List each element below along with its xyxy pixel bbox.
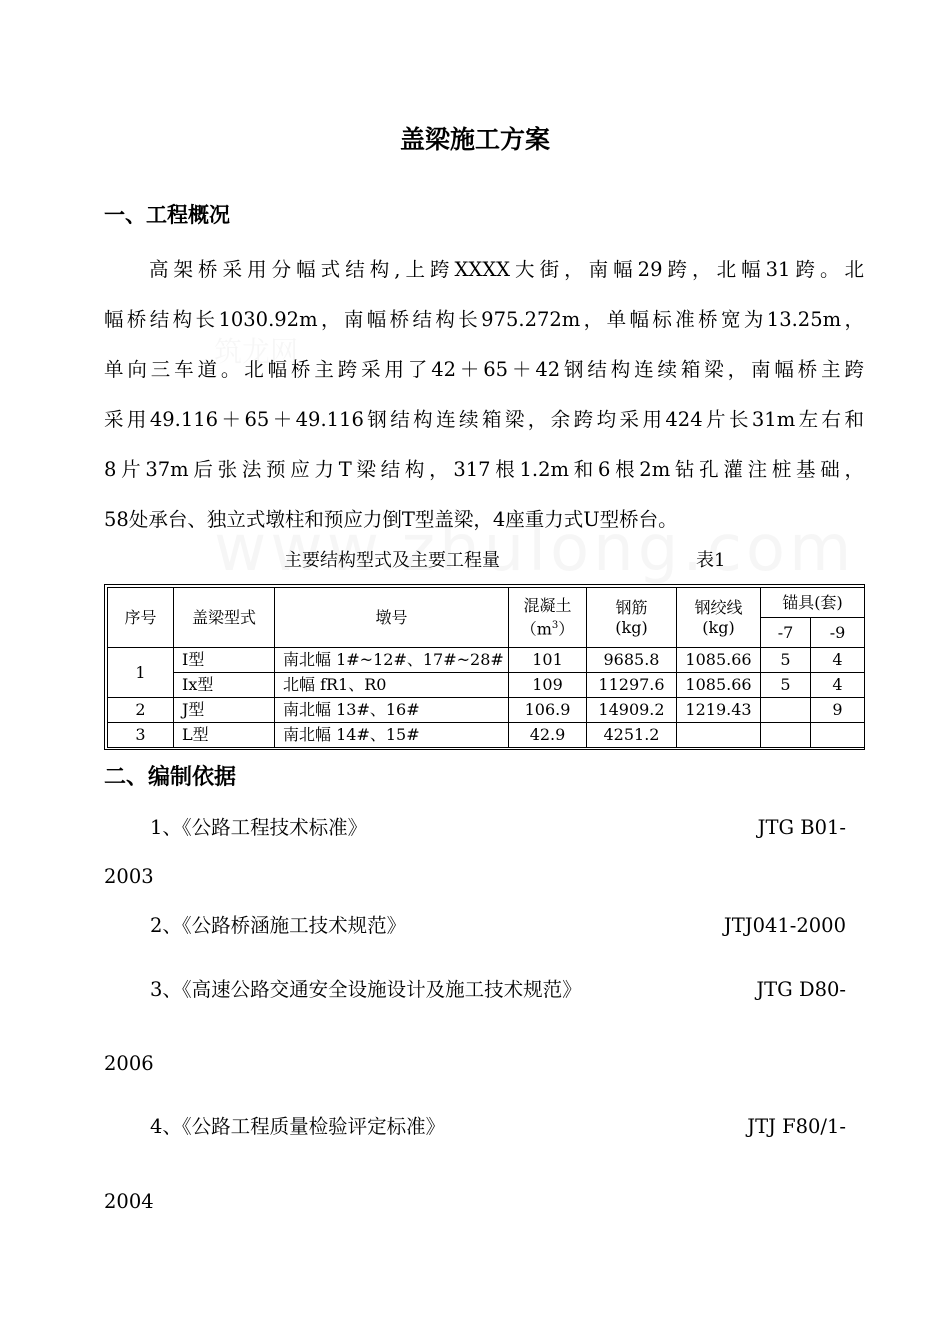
cell-concrete: 42.9 [509,723,587,748]
table-number: 表1 [696,550,726,571]
header-anchor: 锚具(套) [761,588,865,618]
paragraph-line: 幅桥结构长1030.92m，南幅桥结构长975.272m，单幅标准桥宽为13.25m， [104,308,864,331]
cell-anchor-7 [761,698,811,723]
paragraph-line: 58处承台、独立式墩柱和预应力倒T型盖梁，4座重力式U型桥台。 [104,508,678,531]
header-strand-label: 钢绞线 [694,597,743,617]
cell-strand [677,723,761,748]
cell-concrete: 106.9 [509,698,587,723]
table-row [108,673,865,698]
cell-rebar: 14909.2 [587,698,677,723]
header-pier: 墩号 [275,588,509,648]
cell-type: L型 [174,723,275,748]
reference-title: 1、《公路工程技术标准》 [150,816,368,839]
paragraph-line: 单向三车道。北幅桥主跨采用了42＋65＋42钢结构连续箱梁，南幅桥主跨 [104,358,864,381]
cell-anchor-9: 4 [811,673,865,698]
cell-anchor-7 [761,723,811,748]
header-type: 盖梁型式 [174,588,275,648]
cell-pier: 南北幅 13#、16# [275,698,509,723]
header-anchor-9: -9 [811,618,865,648]
cell-seq: 2 [108,698,174,723]
header-strand-unit: (kg) [702,617,735,637]
paragraph-line: 8片37m后张法预应力T梁结构，317根1.2m和6根2m钻孔灌注桩基础， [104,458,864,481]
reference-code: JTJ F80/1- [747,1115,846,1138]
cell-type: I型 [174,648,275,673]
cell-rebar: 11297.6 [587,673,677,698]
cell-seq: 3 [108,723,174,748]
cell-anchor-7: 5 [761,648,811,673]
cell-rebar: 9685.8 [587,648,677,673]
header-concrete [509,588,587,648]
cell-anchor-9 [811,723,865,748]
cell-strand: 1085.66 [677,648,761,673]
table-caption: 主要结构型式及主要工程量 [284,550,500,571]
cell-concrete: 101 [509,648,587,673]
cell-strand: 1219.43 [677,698,761,723]
cell-pier: 南北幅 1#~12#、17#~28# [275,648,509,673]
reference-title: 2、《公路桥涵施工技术规范》 [150,914,407,937]
reference-title: 3、《高速公路交通安全设施设计及施工技术规范》 [150,978,582,1001]
header-rebar-unit: (kg) [615,617,648,637]
reference-code-continued: 2003 [104,865,154,888]
quantities-table [107,587,865,748]
cell-pier: 南北幅 14#、15# [275,723,509,748]
reference-code: JTG D80- [756,978,846,1001]
overview-paragraph [104,245,864,545]
section-heading-overview: 一、工程概况 [104,203,230,227]
header-concrete-unit: $(m^3)$ [520,619,575,639]
table-row [108,648,865,673]
header-rebar-label: 钢筋 [615,597,648,617]
header-seq: 序号 [108,588,174,648]
cell-anchor-9: 9 [811,698,865,723]
cell-strand: 1085.66 [677,673,761,698]
header-rebar [587,588,677,648]
table-row [108,723,865,748]
cell-pier: 北幅 fR1、R0 [275,673,509,698]
reference-code: JTG B01- [757,816,846,839]
table-row [108,698,865,723]
header-anchor-7: -7 [761,618,811,648]
header-concrete-label: 混凝土 [523,595,572,615]
reference-code-continued: 2006 [104,1052,154,1075]
cell-concrete: 109 [509,673,587,698]
document-title: 盖梁施工方案 [399,125,550,154]
reference-title: 4、《公路工程质量检验评定标准》 [150,1115,446,1138]
cell-type: J型 [174,698,275,723]
quantities-table-frame [104,584,865,750]
reference-code: JTJ041-2000 [723,914,846,937]
cell-rebar: 4251.2 [587,723,677,748]
header-strand [677,588,761,648]
paragraph-line: 高架桥采用分幅式结构,上跨XXXX大街，南幅29跨，北幅31跨。北 [149,258,864,281]
paragraph-line: 采用49.116＋65＋49.116钢结构连续箱梁，余跨均采用424片长31m左右和 [104,408,864,431]
table-header-row [108,588,865,618]
cell-seq: 1 [108,648,174,698]
reference-code-continued: 2004 [104,1190,154,1213]
cell-anchor-9: 4 [811,648,865,673]
section-heading-basis: 二、编制依据 [104,765,237,790]
cell-type: Ix型 [174,673,275,698]
cell-anchor-7: 5 [761,673,811,698]
